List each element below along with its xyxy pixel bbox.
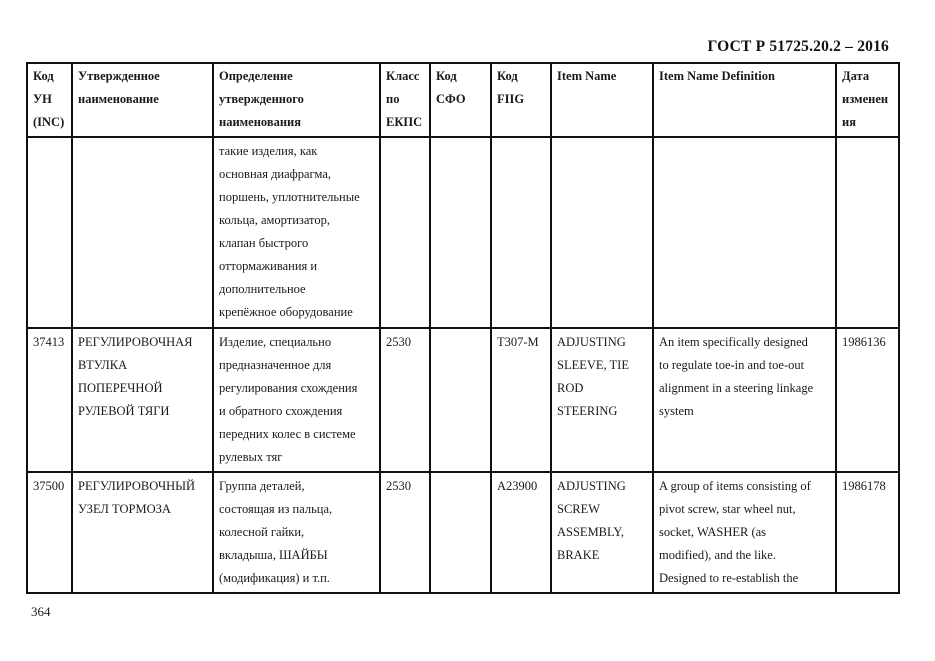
cell-change-date [836, 137, 899, 328]
cell-sfo-code [430, 328, 491, 472]
cell-ekps-class [380, 137, 430, 328]
cell-definition: такие изделия, как основная диафрагма, поршень, уплотнительные кольца, амортизатор, клапан быстрого оттормаживания и дополнительное крепёжное оборудование [213, 137, 380, 328]
header-ekps-class: Класс по ЕКПС [380, 63, 430, 137]
table-row [27, 328, 899, 472]
header-item-name: Item Name [551, 63, 653, 137]
cell-inc-code [27, 137, 72, 328]
table-header-row [27, 63, 899, 137]
cell-sfo-code [430, 472, 491, 593]
cell-approved-name [72, 137, 213, 328]
document-standard-header: ГОСТ Р 51725.20.2 – 2016 [707, 38, 889, 55]
cell-change-date: 1986136 [836, 328, 899, 472]
cell-inc-code: 37413 [27, 328, 72, 472]
cell-approved-name: РЕГУЛИРОВОЧНЫЙ УЗЕЛ ТОРМОЗА [72, 472, 213, 593]
cell-item-name-definition: A group of items consisting of pivot screw, star wheel nut, socket, WASHER (as modified), and the like. Designed to re-establish the [653, 472, 836, 593]
cell-change-date: 1986178 [836, 472, 899, 593]
cell-item-name: ADJUSTING SLEEVE, TIE ROD STEERING [551, 328, 653, 472]
cell-sfo-code [430, 137, 491, 328]
cell-inc-code: 37500 [27, 472, 72, 593]
header-sfo-code: Код СФО [430, 63, 491, 137]
cell-definition: Изделие, специально предназначенное для регулирования схождения и обратного схождения передних колес в системе рулевых тяг [213, 328, 380, 472]
header-approved-name-definition: Определение утвержденного наименования [213, 63, 380, 137]
header-fiig-code: Код FIIG [491, 63, 551, 137]
cell-fiig-code [491, 137, 551, 328]
cell-fiig-code: A23900 [491, 472, 551, 593]
cell-ekps-class: 2530 [380, 328, 430, 472]
table-row [27, 472, 899, 593]
cell-definition: Группа деталей, состоящая из пальца, колесной гайки, вкладыша, ШАЙБЫ (модификация) и т.п. [213, 472, 380, 593]
cell-fiig-code: T307-M [491, 328, 551, 472]
cell-approved-name: РЕГУЛИРОВОЧНАЯ ВТУЛКА ПОПЕРЕЧНОЙ РУЛЕВОЙ ТЯГИ [72, 328, 213, 472]
header-change-date: Дата изменен ия [836, 63, 899, 137]
header-inc-code: Код УН (INC) [27, 63, 72, 137]
page-number: 364 [31, 604, 51, 619]
header-item-name-definition: Item Name Definition [653, 63, 836, 137]
header-approved-name: Утвержденное наименование [72, 63, 213, 137]
cell-item-name-definition: An item specifically designed to regulate toe-in and toe-out alignment in a steering linkage system [653, 328, 836, 472]
cell-item-name [551, 137, 653, 328]
cell-ekps-class: 2530 [380, 472, 430, 593]
table-row [27, 137, 899, 328]
catalog-table [26, 62, 900, 594]
cell-item-name: ADJUSTING SCREW ASSEMBLY, BRAKE [551, 472, 653, 593]
cell-item-name-definition [653, 137, 836, 328]
